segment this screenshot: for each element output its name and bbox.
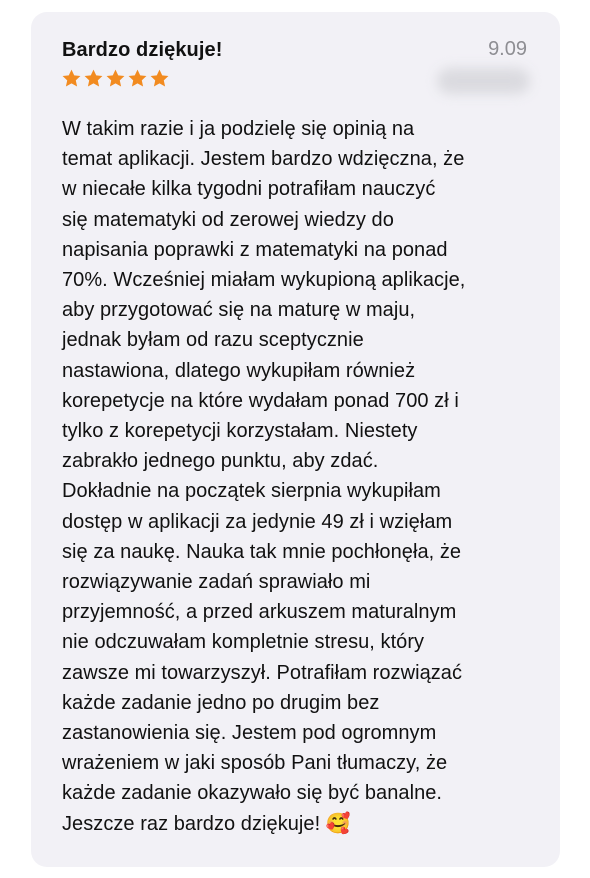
star-icon (105, 68, 126, 89)
review-date: 9.09 (488, 38, 527, 60)
review-card[interactable] (31, 12, 560, 867)
star-icon (127, 68, 148, 89)
rating-stars (61, 68, 170, 89)
review-title: Bardzo dziękuje! (62, 39, 223, 61)
star-icon (61, 68, 82, 89)
star-icon (149, 68, 170, 89)
reviewer-name-blurred (437, 68, 530, 94)
star-icon (83, 68, 104, 89)
review-body: W takim razie i ja podzielę się opinią na temat aplikacji. Jestem bardzo wdzięczna, że w niecałe kilka tygodni potrafiłam nauczyć się matematyki od zerowej wiedzy do napisania poprawki z matematyki na ponad 70%. Wcześniej miałam wykupioną aplikacje, aby przygotować się na maturę w maju, jednak byłam od razu sceptycznie nastawiona, dlatego wykupiłam również korepetycje na które wydałam ponad 700 zł i tylko z korepetycji korzystałam. Niestety zabrakło jednego punktu, aby zdać. Dokładnie na początek sierpnia wykupiłam dostęp w aplikacji za jedynie 49 zł i wzięłam się za naukę. Nauka tak mnie pochłonęła, że rozwiązywanie zadań sprawiało mi przyjemność, a przed arkuszem maturalnym nie odczuwałam kompletnie stresu, który zawsze mi towarzyszył. Potrafiłam rozwiązać każde zadanie jedno po drugim bez zastanowienia się. Jestem pod ogromnym wrażeniem w jaki sposób Pani tłumaczy, że każde zadanie okazywało się być banalne. Jeszcze raz bardzo dziękuje! 🥰 (62, 118, 466, 835)
